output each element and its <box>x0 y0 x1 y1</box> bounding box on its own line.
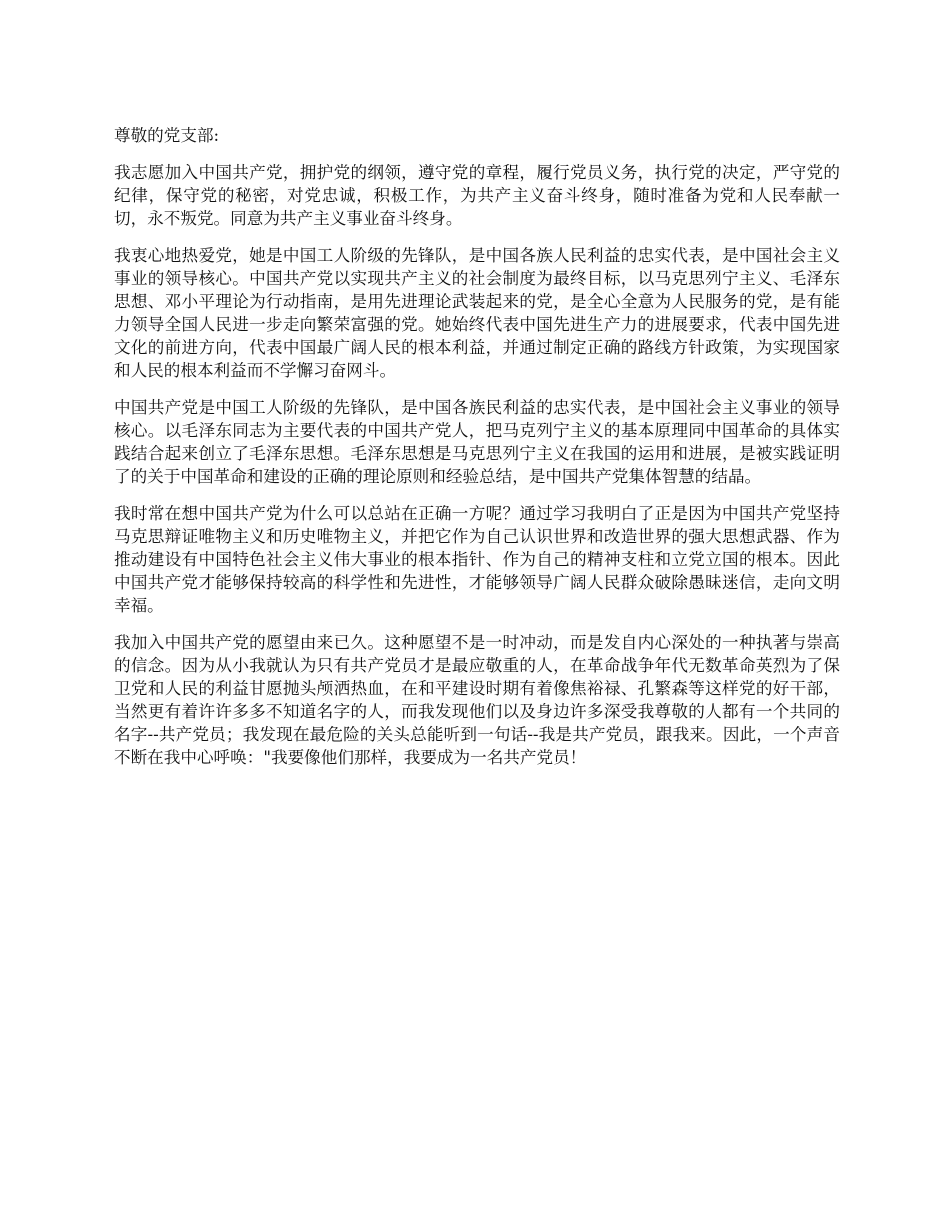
salutation: 尊敬的党支部: <box>114 126 220 145</box>
document-page <box>114 124 840 783</box>
paragraph-3: 中国共产党是中国工人阶级的先锋队，是中国各族民利益的忠实代表，是中国社会主义事业的领导核心。以毛泽东同志为主要代表的中国共产党人，把马克列宁主义的基本原理同中国革命的具体实践结合起来创立了毛泽东思想。毛泽东思想是马克思列宁主义在我国的运用和进展，是被实践证明了的关于中国革命和建设的正确的理论原则和经验总结，是中国共产党集体智慧的结晶。 <box>114 398 840 486</box>
paragraph-1: 我志愿加入中国共产党，拥护党的纲领，遵守党的章程，履行党员义务，执行党的决定，严守党的纪律，保守党的秘密，对党忠诚，积极工作，为共产主义奋斗终身，随时准备为党和人民奉献一切，永不叛党。同意为共产主义事业奋斗终身。 <box>114 163 840 228</box>
paragraph-4: 我时常在想中国共产党为什么可以总站在正确一方呢？通过学习我明白了正是因为中国共产党坚持马克思辩证唯物主义和历史唯物主义，并把它作为自己认识世界和改造世界的强大思想武器、作为推动建设有中国特色社会主义伟大事业的根本指针、作为自己的精神支柱和立党立国的根本。因此中国共产党才能够保持较高的科学性和先进性，才能够领导广阔人民群众破除愚昧迷信，走向文明幸福。 <box>114 504 840 615</box>
paragraph-2: 我衷心地热爱党，她是中国工人阶级的先锋队，是中国各族人民利益的忠实代表，是中国社会主义事业的领导核心。中国共产党以实现共产主义的社会制度为最终目标，以马克思列宁主义、毛泽东思想、邓小平理论为行动指南，是用先进理论武装起来的党，是全心全意为人民服务的党，是有能力领导全国人民进一步走向繁荣富强的党。她始终代表中国先进生产力的进展要求，代表中国先进文化的前进方向，代表中国最广阔人民的根本利益，并通过制定正确的路线方针政策，为实现国家和人民的根本利益而不学懈习奋网斗。 <box>114 246 840 380</box>
paragraph-5: 我加入中国共产党的愿望由来已久。这种愿望不是一时冲动，而是发自内心深处的一种执著与崇高的信念。因为从小我就认为只有共产党员才是最应敬重的人，在革命战争年代无数革命英烈为了保卫党和人民的利益甘愿抛头颅洒热血，在和平建设时期有着像焦裕禄、孔繁森等这样党的好干部，当然更有着许许多多不知道名字的人，而我发现他们以及身边许多深受我尊敬的人都有一个共同的名字--共产党员；我发现在最危险的关头总能听到一句话--我是共产党员，跟我来。因此，一个声音不断在我中心呼唤："我要像他们那样，我要成为一名共产党员！ <box>114 633 840 767</box>
